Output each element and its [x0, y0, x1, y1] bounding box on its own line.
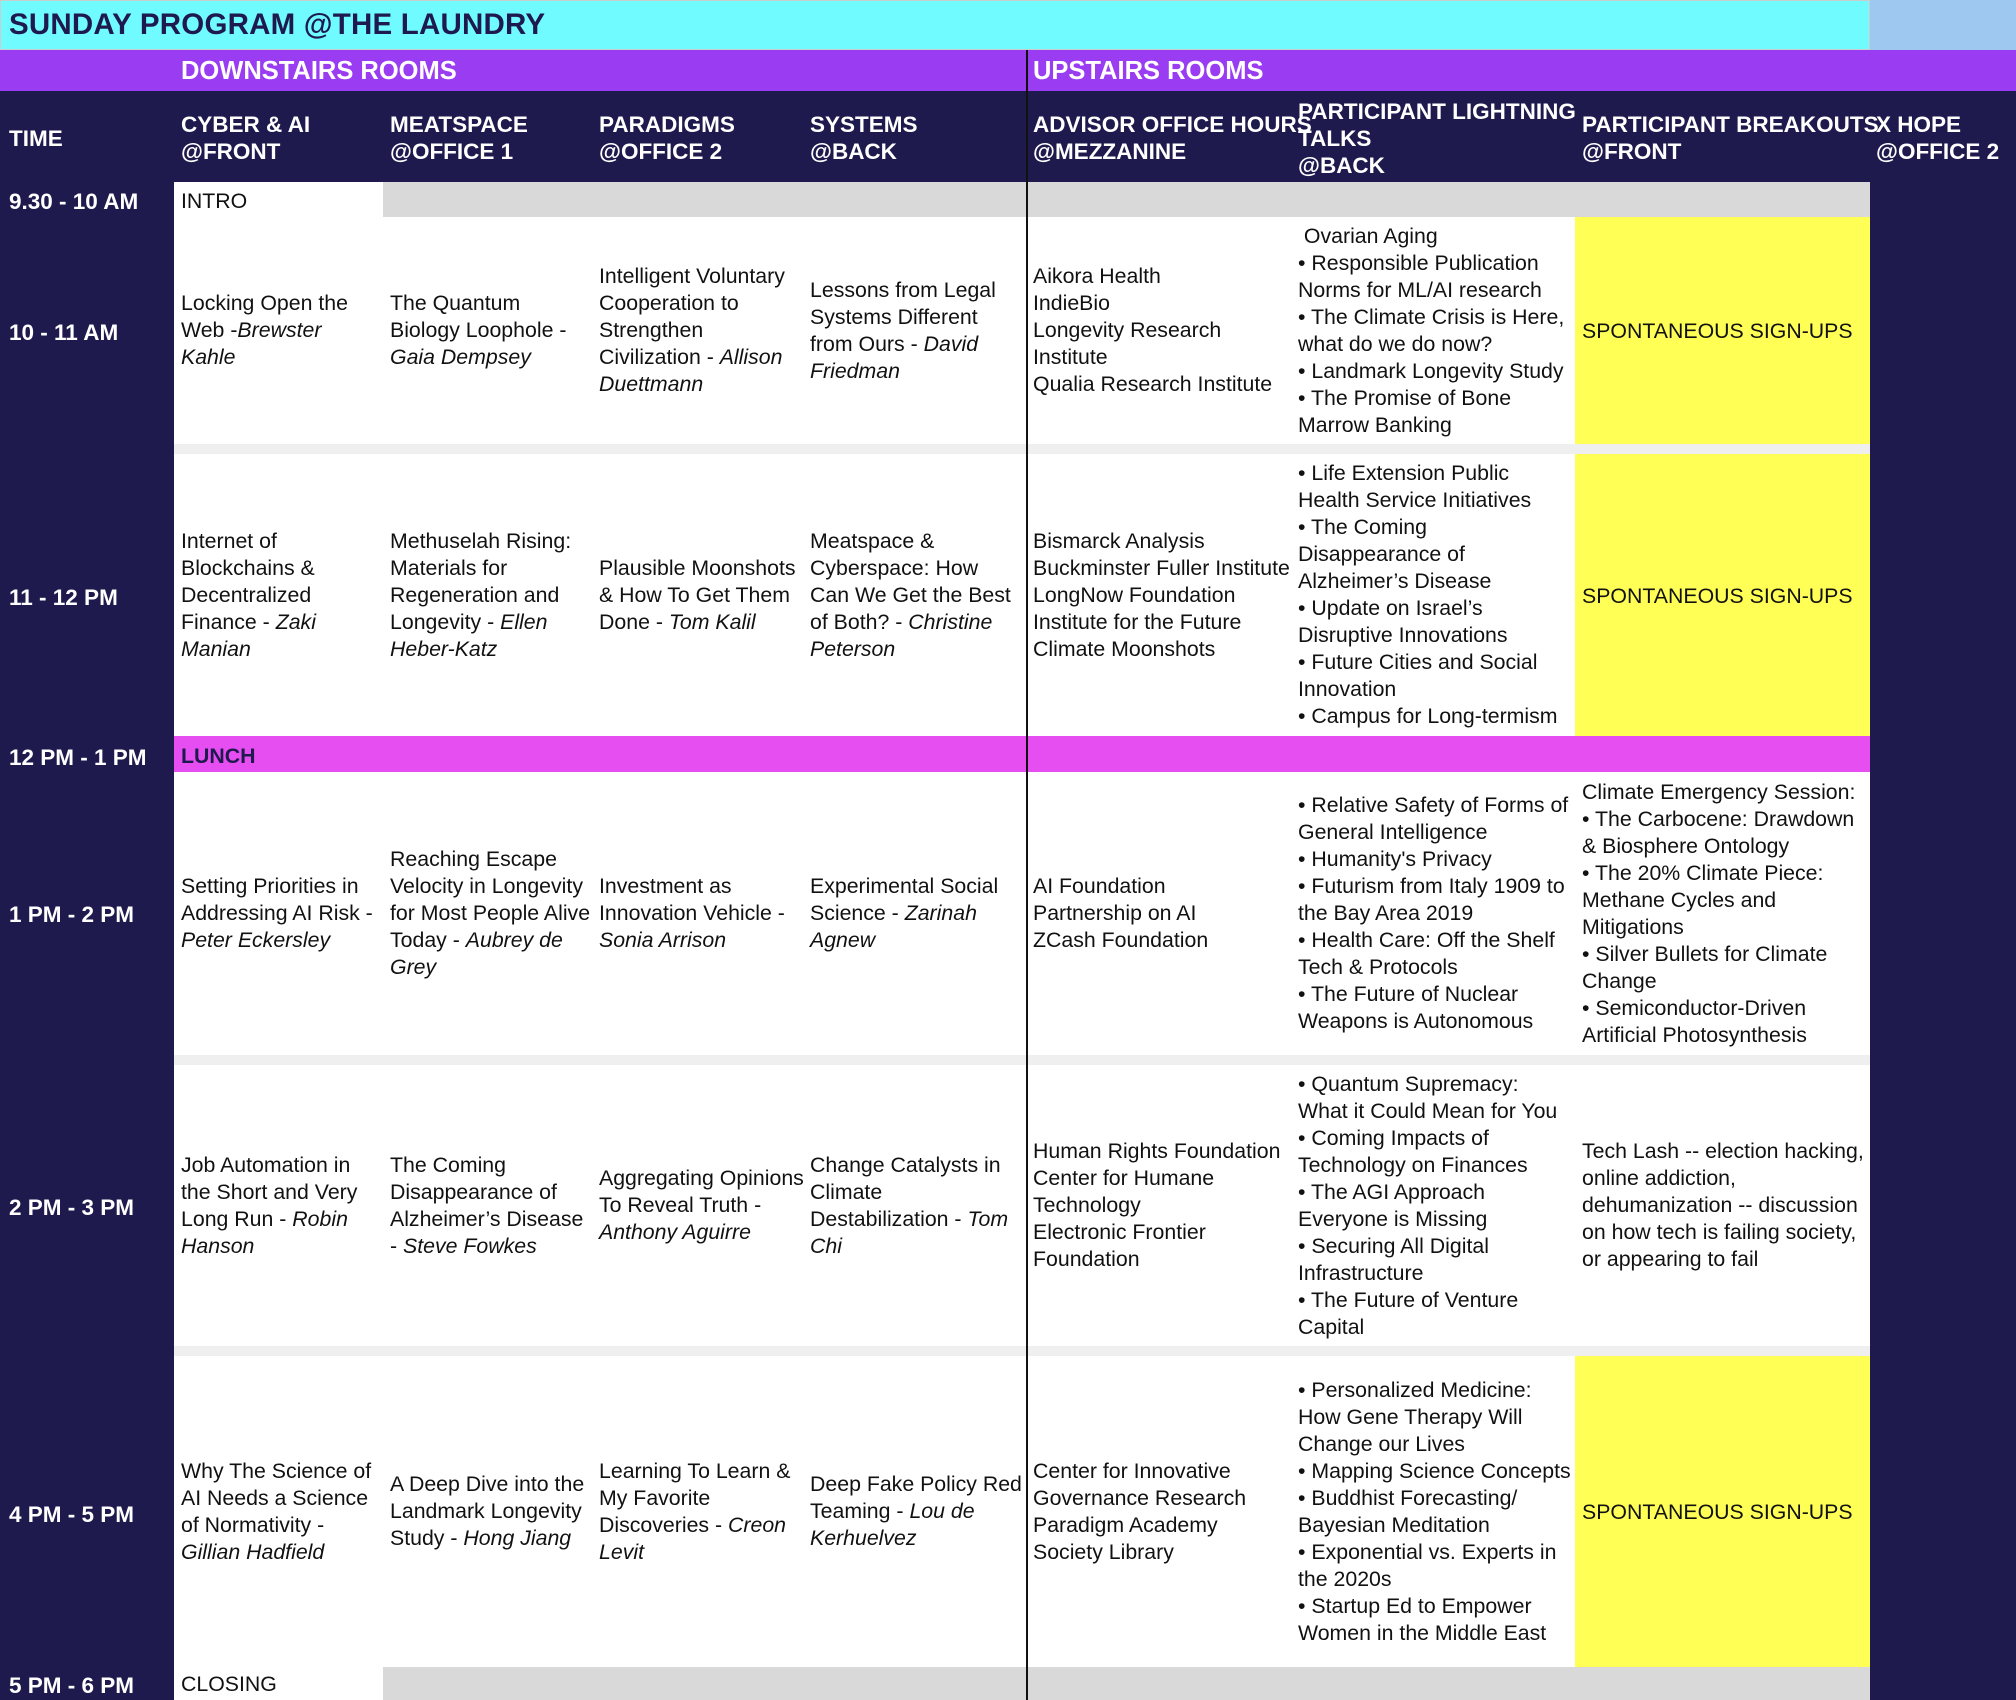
advisor-item: Qualia Research Institute [1033, 372, 1273, 396]
closing-label: CLOSING [181, 1672, 277, 1696]
lightning-16 [1298, 1356, 1574, 1667]
session-title: Internet of Blockchains & Decentralized Finance - [181, 528, 315, 634]
advisor-item: Electronic Frontier Foundation [1033, 1220, 1206, 1271]
session-title: Setting Priorities in Addressing AI Risk - [181, 874, 373, 925]
session-systems-14 [810, 1065, 1022, 1346]
col-header-xhope-title: X HOPE [1876, 112, 1962, 137]
section-divider [1026, 50, 1028, 1700]
session-speaker: Sonia Arrison [599, 928, 727, 952]
session-cyber-13 [181, 772, 381, 1055]
session-paradigms-10 [599, 217, 804, 444]
session-paradigms-14 [599, 1065, 804, 1346]
session-speaker: Aubrey de Grey [390, 928, 563, 979]
advisor-item: ZCash Foundation [1033, 928, 1209, 952]
lightning-item: • Health Care: Off the Shelf Tech & Protocols [1298, 928, 1555, 979]
session-title: Change Catalysts in Climate Destabilization - [810, 1152, 1001, 1231]
title-bar-corner [1870, 0, 2016, 50]
session-meatspace-13 [390, 772, 593, 1055]
session-speaker: Brewster Kahle [181, 318, 322, 369]
section-upstairs: UPSTAIRS ROOMS [1033, 57, 1264, 85]
session-title: Reaching Escape Velocity in Longevity for Most People Alive Today - [390, 847, 591, 952]
session-title: Lessons from Legal Systems Different from Ours - [810, 277, 996, 356]
col-header-lightning-room: @BACK [1298, 153, 1385, 178]
time-10: 10 - 11 AM [9, 320, 119, 345]
advisor-item: Society Library [1033, 1539, 1174, 1564]
session-title: Intelligent Voluntary Cooperation to Strengthen Civilization - [599, 264, 785, 369]
session-speaker: Robin Hanson [181, 1206, 348, 1258]
session-speaker: Christine Peterson [810, 609, 993, 661]
session-title: A Deep Dive into the Landmark Longevity Study - [390, 1472, 585, 1550]
session-speaker: Gaia Dempsey [390, 345, 531, 369]
advisor-item: Longevity Research Institute [1033, 318, 1222, 369]
advisor-14 [1033, 1065, 1291, 1346]
lightning-item: • The Coming Disappearance of Alzheimer’s Disease [1298, 515, 1492, 593]
session-title: Aggregating Opinions To Reveal Truth - [599, 1166, 804, 1217]
col-header-meatspace-room: @OFFICE 1 [390, 139, 514, 164]
lightning-item: • Life Extension Public Health Service Initiatives [1298, 461, 1532, 512]
session-title: Deep Fake Policy Red Teaming - [810, 1472, 1022, 1523]
session-title: Job Automation in the Short and Very Long Run - [181, 1152, 358, 1231]
lightning-item: • Startup Ed to Empower Women in the Middle East [1298, 1593, 1547, 1645]
col-header-advisor-room: @MEZZANINE [1033, 139, 1187, 164]
col-header-cyber [181, 111, 310, 165]
session-cyber-14 [181, 1065, 381, 1346]
session-title: Why The Science of AI Needs a Science of Normativity - [181, 1458, 372, 1537]
session-title: Methuselah Rising: Materials for Regeneration and Longevity - [390, 528, 572, 634]
session-title: Locking Open the Web - [181, 291, 348, 342]
time-0930: 9.30 - 10 AM [9, 189, 139, 214]
col-header-breakouts-title: PARTICIPANT BREAKOUTS [1582, 112, 1879, 137]
lightning-item: • Humanity's Privacy [1298, 847, 1492, 871]
col-header-systems-room: @BACK [810, 139, 897, 164]
col-header-xhope-room: @OFFICE 2 [1876, 139, 2000, 164]
session-systems-16 [810, 1356, 1022, 1667]
lightning-item: • Future Cities and Social Innovation [1298, 650, 1538, 701]
session-speaker: Tom Kalil [668, 609, 756, 634]
advisor-item: LongNow Foundation [1033, 582, 1236, 607]
col-header-systems [810, 111, 918, 165]
advisor-11 [1033, 454, 1291, 736]
lightning-item: • Quantum Supremacy: What it Could Mean for You [1298, 1071, 1558, 1123]
session-systems-13 [810, 772, 1022, 1055]
row-separator [174, 1346, 1870, 1356]
lightning-item: • Securing All Digital Infrastructure [1298, 1233, 1489, 1285]
col-header-systems-title: SYSTEMS [810, 112, 918, 137]
session-paradigms-11 [599, 454, 804, 736]
session-title: Meatspace & Cyberspace: How Can We Get the Best of Both? - [810, 528, 1011, 634]
session-systems-10 [810, 217, 1022, 444]
advisor-16 [1033, 1356, 1291, 1667]
col-header-lightning-title2: TALKS [1298, 126, 1372, 151]
session-speaker: Tom Chi [810, 1206, 1009, 1258]
session-speaker: Lou de Kerhuelvez [810, 1499, 975, 1550]
col-header-breakouts-room: @FRONT [1582, 139, 1682, 164]
lightning-item: • Update on Israel’s Disruptive Innovations [1298, 596, 1508, 647]
breakout-item: Climate Emergency Session: [1582, 779, 1856, 804]
session-speaker: Zarinah Agnew [810, 901, 977, 952]
col-header-paradigms [599, 111, 735, 165]
row-separator [174, 1055, 1870, 1065]
session-speaker: Ellen Heber-Katz [390, 609, 548, 661]
advisor-13 [1033, 772, 1291, 1055]
session-speaker: Allison Duettmann [599, 345, 783, 396]
spontaneous-label: SPONTANEOUS SIGN-UPS [1582, 319, 1853, 343]
advisor-item: Climate Moonshots [1033, 636, 1216, 661]
advisor-item: Bismarck Analysis [1033, 528, 1205, 553]
section-downstairs: DOWNSTAIRS ROOMS [181, 57, 457, 85]
advisor-item: IndieBio [1033, 291, 1110, 315]
col-header-paradigms-room: @OFFICE 2 [599, 139, 723, 164]
breakout-item: • Semiconductor-Driven Artificial Photosynthesis [1582, 995, 1807, 1047]
lightning-11 [1298, 454, 1574, 736]
time-12: 12 PM - 1 PM [9, 745, 147, 770]
session-paradigms-16 [599, 1356, 804, 1667]
advisor-item: Institute for the Future [1033, 609, 1242, 634]
session-speaker: David Friedman [810, 331, 979, 383]
session-title: Learning To Learn & My Favorite Discoveries - [599, 1458, 791, 1537]
col-header-cyber-room: @FRONT [181, 139, 281, 164]
advisor-item: Center for Innovative Governance Research [1033, 1458, 1247, 1510]
breakout-item: Tech Lash -- election hacking, online addiction, dehumanization -- discussion on how tech is failing society, or appearing to fail [1582, 1139, 1864, 1271]
session-cyber-10 [181, 217, 381, 444]
lunch-band [174, 736, 1870, 772]
page-title: SUNDAY PROGRAM @THE LAUNDRY [9, 8, 546, 41]
lightning-14 [1298, 1065, 1574, 1346]
lightning-item: • Mapping Science Concepts [1298, 1458, 1571, 1483]
lightning-item: • Campus for Long-termism [1298, 704, 1558, 728]
time-17: 5 PM - 6 PM [9, 1673, 135, 1698]
closing-gray-band [383, 1667, 1870, 1700]
session-speaker: Steve Fowkes [403, 1233, 537, 1258]
col-header-xhope [1876, 111, 1999, 165]
session-title: Plausible Moonshots & How To Get Them Done - [599, 555, 796, 634]
session-meatspace-11 [390, 454, 593, 736]
session-cyber-16 [181, 1356, 381, 1667]
col-header-lightning [1298, 98, 1576, 179]
col-header-advisor-title: ADVISOR OFFICE HOURS [1033, 112, 1312, 137]
advisor-item: Aikora Health [1033, 264, 1161, 288]
breakouts-14 [1582, 1065, 1868, 1346]
col-header-advisor [1033, 111, 1312, 165]
session-speaker: Creon Levit [599, 1512, 787, 1564]
advisor-item: Human Rights Foundation [1033, 1139, 1281, 1163]
session-title: The Quantum Biology Loophole - [390, 291, 567, 342]
lightning-item: • The Climate Crisis is Here, what do we do now? [1298, 304, 1571, 356]
advisor-item: Partnership on AI [1033, 901, 1197, 925]
lightning-item: • Responsible Publication Norms for ML/AI research [1298, 250, 1545, 302]
advisor-item: Buckminster Fuller Institute [1033, 555, 1290, 580]
lightning-item: • Exponential vs. Experts in the 2020s [1298, 1539, 1557, 1591]
advisor-item: AI Foundation [1033, 874, 1166, 898]
lightning-item: • Futurism from Italy 1909 to the Bay Area 2019 [1298, 874, 1565, 925]
session-meatspace-16 [390, 1356, 593, 1667]
session-speaker: Zaki Manian [181, 609, 316, 661]
advisor-item: Paradigm Academy [1033, 1512, 1218, 1537]
session-title: Experimental Social Science - [810, 874, 999, 925]
session-systems-11 [810, 454, 1022, 736]
lightning-item: • Relative Safety of Forms of General Intelligence [1298, 793, 1569, 844]
lightning-10 [1298, 217, 1574, 444]
lightning-13 [1298, 772, 1574, 1055]
session-speaker: Gillian Hadfield [181, 1539, 325, 1564]
breakouts-13 [1582, 772, 1868, 1055]
breakout-item: • The 20% Climate Piece: Methane Cycles and Mitigations [1582, 860, 1824, 939]
lightning-item: • Buddhist Forecasting/ Bayesian Meditation [1298, 1485, 1518, 1537]
col-header-meatspace-title: MEATSPACE [390, 112, 528, 137]
col-header-lightning-title: PARTICIPANT LIGHTNING [1298, 99, 1576, 124]
xhope-column [1870, 182, 2016, 1700]
intro-gray-band [383, 182, 1870, 217]
time-14: 2 PM - 3 PM [9, 1195, 135, 1220]
session-meatspace-14 [390, 1065, 593, 1346]
intro-label: INTRO [181, 189, 248, 213]
lightning-item: • The Future of Venture Capital [1298, 1287, 1519, 1339]
time-13: 1 PM - 2 PM [9, 902, 135, 927]
session-meatspace-10 [390, 217, 593, 444]
advisor-item: Center for Humane Technology [1033, 1166, 1215, 1217]
session-speaker: Hong Jiang [463, 1526, 572, 1550]
lightning-item: • The Future of Nuclear Weapons is Autonomous [1298, 982, 1534, 1033]
time-16: 4 PM - 5 PM [9, 1502, 135, 1527]
col-header-breakouts [1582, 111, 1879, 165]
breakout-item: • Silver Bullets for Climate Change [1582, 941, 1828, 993]
breakout-item: • The Carbocene: Drawdown & Biosphere Ontology [1582, 806, 1855, 858]
lightning-item: • Personalized Medicine: How Gene Therapy Will Change our Lives [1298, 1377, 1532, 1456]
session-cyber-11 [181, 454, 381, 736]
session-speaker: Peter Eckersley [181, 928, 331, 952]
lightning-item: • Coming Impacts of Technology on Finances [1298, 1125, 1528, 1177]
spontaneous-label: SPONTANEOUS SIGN-UPS [1582, 1500, 1853, 1524]
session-paradigms-13 [599, 772, 804, 1055]
session-title: The Coming Disappearance of Alzheimer’s Disease - [390, 1152, 584, 1258]
lightning-item: • The AGI Approach Everyone is Missing [1298, 1179, 1488, 1231]
col-header-meatspace [390, 111, 528, 165]
session-title: Investment as Innovation Vehicle - [599, 874, 785, 925]
spontaneous-label: SPONTANEOUS SIGN-UPS [1582, 584, 1853, 608]
session-speaker: Anthony Aguirre [599, 1220, 751, 1244]
col-header-cyber-title: CYBER & AI [181, 112, 311, 137]
advisor-10 [1033, 217, 1291, 444]
row-separator [174, 444, 1870, 454]
col-header-time: TIME [9, 126, 63, 151]
time-column [0, 182, 174, 1700]
lunch-label: LUNCH [181, 744, 256, 768]
col-header-paradigms-title: PARADIGMS [599, 112, 735, 137]
lightning-item: • The Promise of Bone Marrow Banking [1298, 385, 1517, 437]
lightning-item: • Landmark Longevity Study [1298, 358, 1564, 383]
lightning-item: Ovarian Aging [1298, 223, 1438, 248]
time-11: 11 - 12 PM [9, 585, 118, 610]
